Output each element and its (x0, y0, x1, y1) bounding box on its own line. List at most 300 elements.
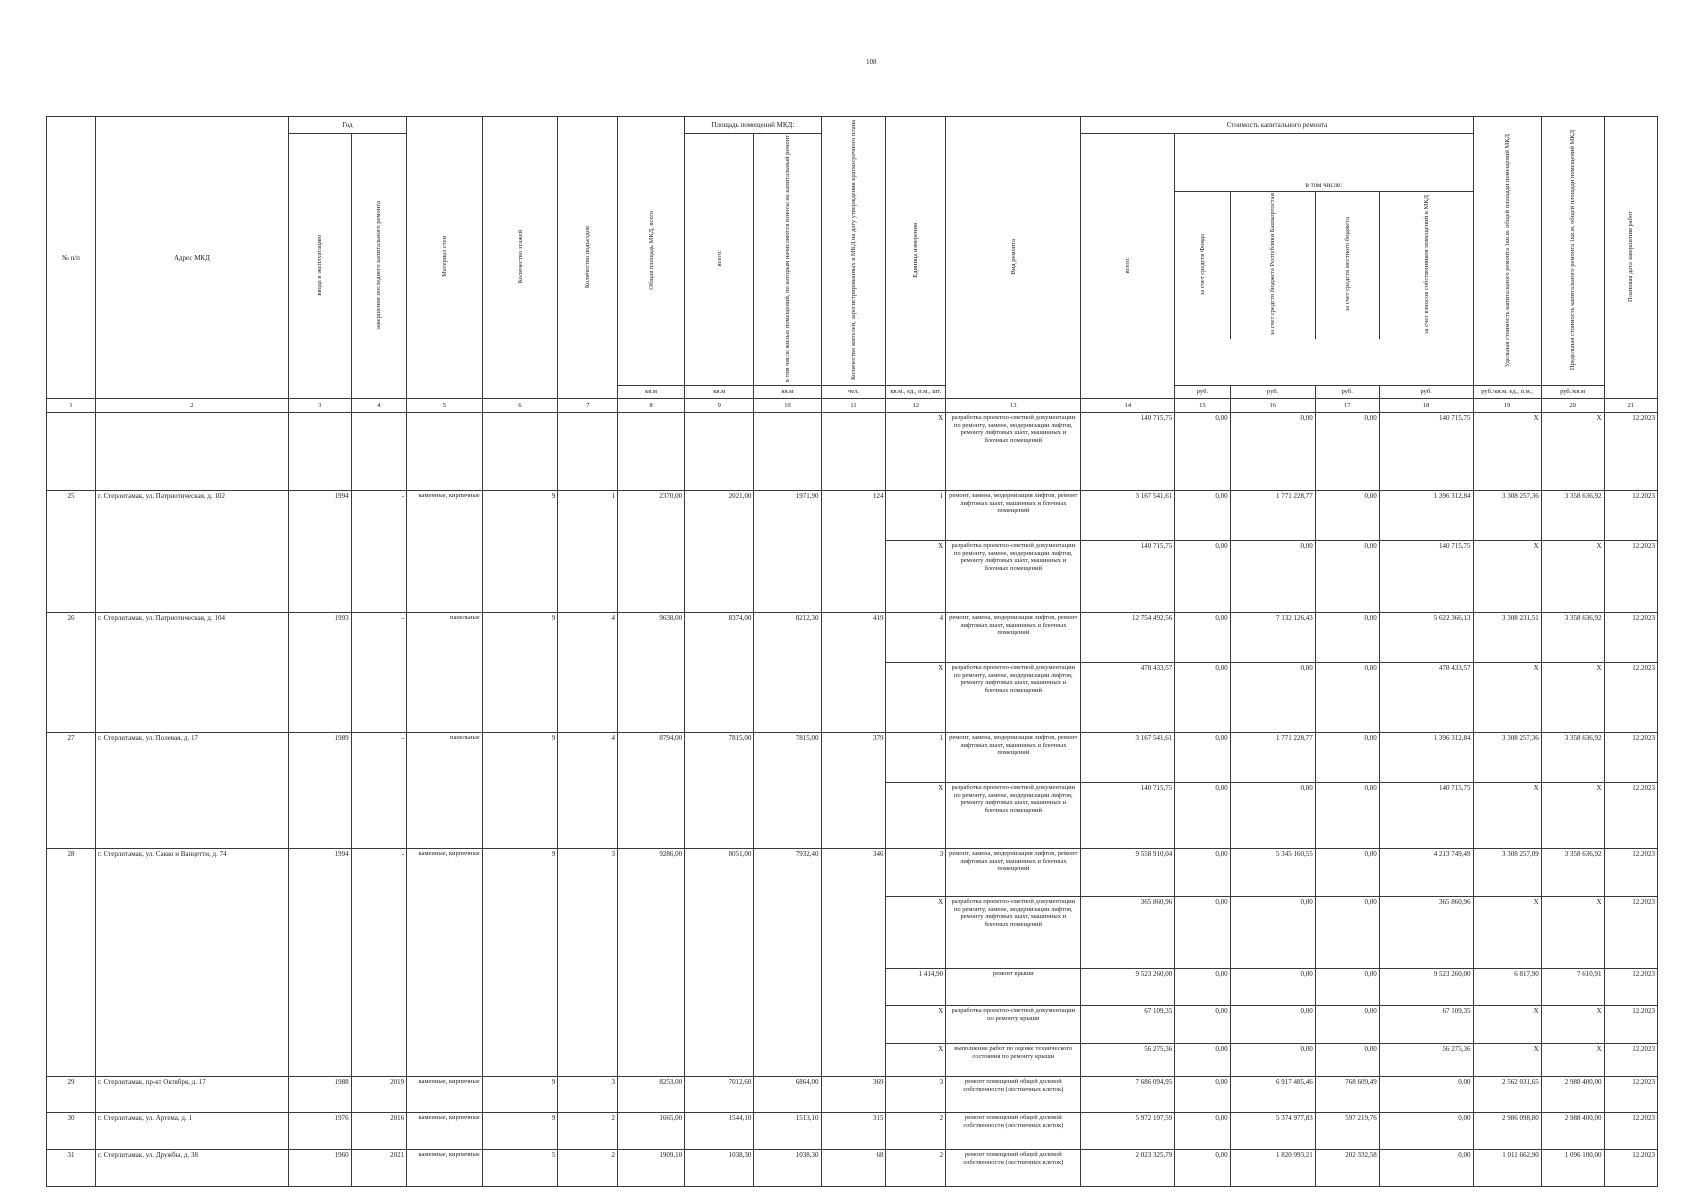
cell-cost-total: 478 433,57 (1081, 663, 1175, 733)
cell-cost-fund: 0,00 (1175, 1077, 1230, 1113)
cell-last-repair: - (351, 849, 406, 1077)
cell-entrances: 4 (558, 613, 618, 733)
cell-residents: 379 (821, 733, 886, 849)
cell-floors: 9 (482, 1113, 558, 1150)
cell-work: ремонт, замена, модернизация лифтов, ремонт лифтовых шахт, машинных и блочных помещений (946, 733, 1081, 783)
cell-last-repair (351, 413, 406, 491)
page-number: 108 (866, 58, 877, 66)
hdr-wall-material-text: Материал стен (440, 236, 448, 278)
hdr-floors-text: Количество этажей (516, 230, 524, 284)
table-row (47, 413, 1658, 491)
hdr-cost-local (1315, 192, 1379, 338)
cell-cost-fund: 0,00 (1175, 663, 1230, 733)
unit-8: кв.м (618, 386, 685, 399)
cell-date: 12.2023 (1604, 1006, 1657, 1044)
hdr-year-commission-text: ввода в эксплуатацию (316, 234, 324, 296)
table-row (47, 1150, 1658, 1187)
cell-address: г. Стерлитамак, ул. Патриотическая, д. 102 (96, 491, 289, 613)
cell-fees (754, 413, 821, 491)
cell-area: 8794,00 (618, 733, 685, 849)
cell-entrances: 2 (558, 1113, 618, 1150)
cell-year: 1988 (288, 1077, 351, 1113)
cell-unit: 1 414,90 (886, 969, 946, 1006)
cell-cost-fund: 0,00 (1175, 897, 1230, 969)
cell-cost-total: 3 167 541,61 (1081, 491, 1175, 541)
hdr-wall-material (407, 117, 483, 399)
cell-address (96, 413, 289, 491)
cell-walls: каменные, кирпичные (407, 849, 483, 1077)
col-num: 20 (1541, 399, 1604, 413)
cell-cost-local: 0,00 (1315, 733, 1379, 783)
cell-work: разработка проектно-сметной документации по ремонту, замене, модернизации лифтов, ремонту лифтовых шахт, машинных и блочных помещений (946, 541, 1081, 613)
cell-walls: панельные (407, 613, 483, 733)
col-num: 9 (685, 399, 754, 413)
cell-unit: 3 (886, 849, 946, 897)
hdr-premises-fees (754, 134, 821, 386)
cell-cost-budget: 5 345 160,55 (1230, 849, 1315, 897)
cell-num (47, 413, 96, 491)
cell-unit: 3 (886, 1077, 946, 1113)
cell-cost-local: 0,00 (1315, 541, 1379, 613)
cell-work: разработка проектно-сметной документации по ремонту, замене, модернизации лифтов, ремонту лифтовых шахт, машинных и блочных помещений (946, 783, 1081, 849)
cell-walls: каменные, кирпичные (407, 1077, 483, 1113)
cell-work: ремонт, замена, модернизация лифтов, ремонт лифтовых шахт, машинных и блочных помещений (946, 849, 1081, 897)
hdr-year-last-repair-text: завершения последнего капитального ремонта (375, 200, 383, 330)
cell-unit-cost: 2 986 098,80 (1473, 1113, 1541, 1150)
cell-floors: 9 (482, 613, 558, 733)
unit-10: кв.м (754, 386, 821, 399)
cell-area: 8253,00 (618, 1077, 685, 1113)
cell-num: 25 (47, 491, 96, 613)
cell-cost-owners: 140 715,75 (1379, 541, 1473, 613)
col-num: 11 (821, 399, 886, 413)
cell-max-cost: 2 988 400,00 (1541, 1077, 1604, 1113)
cell-date: 12.2023 (1604, 849, 1657, 897)
hdr-residents-text: Количество жителей, зарегистрированных в МКД на дату утверждения краткосрочного плана (849, 120, 857, 381)
cell-num: 29 (47, 1077, 96, 1113)
cell-cost-fund: 0,00 (1175, 849, 1230, 897)
cell-year: 1989 (288, 733, 351, 849)
cell-cost-local: 0,00 (1315, 1044, 1379, 1077)
cell-cost-fund: 0,00 (1175, 413, 1230, 491)
col-num: 14 (1081, 399, 1175, 413)
cell-date: 12.2023 (1604, 897, 1657, 969)
cell-cost-owners: 140 715,75 (1379, 783, 1473, 849)
unit-20: руб./кв.м (1541, 386, 1604, 399)
cell-floors: 9 (482, 849, 558, 1077)
cell-last-repair: 2016 (351, 1113, 406, 1150)
cell-address: г. Стерлитамак, ул. Артема, д. 1 (96, 1113, 289, 1150)
cell-cost-owners: 1 396 312,84 (1379, 733, 1473, 783)
cell-unit-cost: X (1473, 897, 1541, 969)
cell-work: ремонт помещений общей долевой собственности (лестничных клеток) (946, 1077, 1081, 1113)
cell-cost-local: 0,00 (1315, 663, 1379, 733)
cell-date: 12.2023 (1604, 613, 1657, 663)
cell-cost-local: 0,00 (1315, 969, 1379, 1006)
cell-num: 26 (47, 613, 96, 733)
cell-entrances: 1 (558, 491, 618, 613)
cell-unit-cost: 6 817,90 (1473, 969, 1541, 1006)
cell-cost-owners: 4 213 749,49 (1379, 849, 1473, 897)
cell-cost-fund: 0,00 (1175, 783, 1230, 849)
cell-cost-fund: 0,00 (1175, 1150, 1230, 1187)
cell-year: 1993 (288, 613, 351, 733)
unit-17: руб. (1315, 386, 1379, 399)
cell-walls: каменные, кирпичные (407, 491, 483, 613)
hdr-including-subtable (1175, 192, 1472, 338)
table-row (47, 613, 1658, 663)
cell-date: 12.2023 (1604, 1077, 1657, 1113)
unit-15: руб. (1175, 386, 1230, 399)
cell-date: 12.2023 (1604, 491, 1657, 541)
cell-premises: 8374,00 (685, 613, 754, 733)
cell-cost-local: 0,00 (1315, 1006, 1379, 1044)
cell-max-cost: 3 358 636,92 (1541, 613, 1604, 663)
table-row (47, 1077, 1658, 1113)
col-num: 3 (288, 399, 351, 413)
cell-cost-fund: 0,00 (1175, 1044, 1230, 1077)
cell-cost-total: 67 109,35 (1081, 1006, 1175, 1044)
cell-cost-owners: 365 860,96 (1379, 897, 1473, 969)
cell-cost-total: 5 972 197,59 (1081, 1113, 1175, 1150)
cell-premises: 7815,00 (685, 733, 754, 849)
cell-cost-owners: 56 275,36 (1379, 1044, 1473, 1077)
cell-residents: 419 (821, 613, 886, 733)
col-num: 2 (96, 399, 289, 413)
cell-premises: 2021,00 (685, 491, 754, 613)
cell-unit: X (886, 783, 946, 849)
cell-cost-local: 202 332,58 (1315, 1150, 1379, 1187)
cell-unit: X (886, 1006, 946, 1044)
cell-fees: 7932,40 (754, 849, 821, 1077)
cell-floors: 5 (482, 1150, 558, 1187)
cell-max-cost: X (1541, 541, 1604, 613)
cell-residents: 124 (821, 491, 886, 613)
hdr-cost-total (1081, 134, 1175, 399)
hdr-cost-fund (1175, 192, 1230, 338)
cell-year: 1994 (288, 491, 351, 613)
cell-max-cost: X (1541, 897, 1604, 969)
col-num: 12 (886, 399, 946, 413)
cell-unit: X (886, 1044, 946, 1077)
cell-cost-local: 0,00 (1315, 897, 1379, 969)
cell-fees: 7815,00 (754, 733, 821, 849)
cell-area: 1909,10 (618, 1150, 685, 1187)
cell-num: 28 (47, 849, 96, 1077)
cell-cost-owners: 140 715,75 (1379, 413, 1473, 491)
cell-cost-fund: 0,00 (1175, 541, 1230, 613)
cell-cost-local: 597 219,76 (1315, 1113, 1379, 1150)
hdr-total-area-text: Общая площадь МКД, всего (647, 210, 655, 290)
cell-cost-budget: 0,00 (1230, 969, 1315, 1006)
unit-12: кв.м., ед., п.м., шт. (886, 386, 946, 399)
cell-cost-budget: 0,00 (1230, 1044, 1315, 1077)
cell-cost-fund: 0,00 (1175, 1006, 1230, 1044)
cell-date: 12.2023 (1604, 541, 1657, 613)
cell-cost-local: 0,00 (1315, 783, 1379, 849)
cell-residents: 315 (821, 1113, 886, 1150)
cell-cost-local: 0,00 (1315, 613, 1379, 663)
cell-residents: 369 (821, 1077, 886, 1113)
cell-last-repair: - (351, 733, 406, 849)
hdr-year-last-repair (351, 134, 406, 399)
hdr-units-measure-text: Единица измерения (912, 222, 920, 278)
cell-cost-budget: 0,00 (1230, 541, 1315, 613)
capital-repair-table (46, 116, 1658, 1187)
cell-unit-cost: 3 308 257,09 (1473, 849, 1541, 897)
hdr-including (1175, 134, 1473, 386)
cell-date: 12.2023 (1604, 1113, 1657, 1150)
cell-fees: 6864,00 (754, 1077, 821, 1113)
cell-cost-total: 3 167 541,61 (1081, 733, 1175, 783)
cell-entrances: 2 (558, 1150, 618, 1187)
cell-residents: 68 (821, 1150, 886, 1187)
unit-9: кв.м (685, 386, 754, 399)
cell-year: 1994 (288, 849, 351, 1077)
col-num: 19 (1473, 399, 1541, 413)
cell-unit: X (886, 897, 946, 969)
cell-unit-cost: X (1473, 1044, 1541, 1077)
capital-repair-table-wrapper (46, 116, 1658, 1187)
hdr-entrances-text: Количество подъездов (584, 225, 592, 288)
cell-floors: 9 (482, 1077, 558, 1113)
cell-date: 12.2023 (1604, 733, 1657, 783)
cell-premises: 8051,00 (685, 849, 754, 1077)
cell-work: ремонт помещений общей долевой собственности (лестничных клеток) (946, 1150, 1081, 1187)
hdr-planned-date-text: Плановая дата завершения работ (1627, 211, 1635, 303)
cell-unit: 4 (886, 613, 946, 663)
cell-unit-cost: 3 308 231,51 (1473, 613, 1541, 663)
cell-unit: 1 (886, 733, 946, 783)
table-row (47, 733, 1658, 783)
cell-walls: каменные, кирпичные (407, 1150, 483, 1187)
cell-cost-owners: 9 523 260,00 (1379, 969, 1473, 1006)
cell-last-repair: - (351, 613, 406, 733)
cell-unit-cost: X (1473, 413, 1541, 491)
cell-max-cost: X (1541, 1044, 1604, 1077)
cell-entrances: 4 (558, 733, 618, 849)
cell-cost-total: 9 558 910,04 (1081, 849, 1175, 897)
cell-floors: 9 (482, 491, 558, 613)
cell-cost-owners: 478 433,57 (1379, 663, 1473, 733)
hdr-premises-fees-text: в том числе жилых помещений, по которым начисляются взносы на капитальный ремонт (783, 135, 791, 383)
cell-cost-budget: 0,00 (1230, 413, 1315, 491)
cell-max-cost: 3 358 636,92 (1541, 849, 1604, 897)
cell-cost-local: 0,00 (1315, 491, 1379, 541)
col-num: 18 (1379, 399, 1473, 413)
cell-cost-total: 140 715,75 (1081, 783, 1175, 849)
hdr-year-commission (288, 134, 351, 399)
cell-year: 1960 (288, 1150, 351, 1187)
cell-premises: 7012,60 (685, 1077, 754, 1113)
cell-premises (685, 413, 754, 491)
cell-year: 1976 (288, 1113, 351, 1150)
cell-work: выполнение работ по оценке технического состояния по ремонту крыши (946, 1044, 1081, 1077)
cell-work: разработка проектно-сметной документации по ремонту, замене, модернизации лифтов, ремонту лифтовых шахт, машинных и блочных помещений (946, 897, 1081, 969)
cell-cost-budget: 0,00 (1230, 783, 1315, 849)
cell-last-repair: - (351, 491, 406, 613)
cell-area: 1665,00 (618, 1113, 685, 1150)
col-num: 1 (47, 399, 96, 413)
col-num: 6 (482, 399, 558, 413)
cell-cost-budget: 1 820 993,21 (1230, 1150, 1315, 1187)
cell-cost-fund: 0,00 (1175, 491, 1230, 541)
cell-residents: 346 (821, 849, 886, 1077)
hdr-premises-total-text: всего: (715, 250, 723, 267)
cell-cost-total: 56 275,36 (1081, 1044, 1175, 1077)
cell-max-cost: 7 610,91 (1541, 969, 1604, 1006)
cell-unit-cost: X (1473, 663, 1541, 733)
unit-19: руб./кв.м. ед., п.м., (1473, 386, 1541, 399)
cell-max-cost: 2 988 400,00 (1541, 1113, 1604, 1150)
cell-date: 12.2023 (1604, 663, 1657, 733)
cell-cost-total: 140 715,75 (1081, 413, 1175, 491)
cell-work: разработка проектно-сметной документации по ремонту, замене, модернизации лифтов, ремонту лифтовых шахт, машинных и блочных помещений (946, 413, 1081, 491)
cell-fees: 1971,90 (754, 491, 821, 613)
cell-max-cost: 3 358 636,92 (1541, 491, 1604, 541)
cell-address: г. Стерлитамак, ул. Дружбы, д. 38 (96, 1150, 289, 1187)
hdr-cost-budget (1230, 192, 1315, 338)
col-num: 10 (754, 399, 821, 413)
col-num: 15 (1175, 399, 1230, 413)
cell-walls: каменные, кирпичные (407, 1113, 483, 1150)
table-row (47, 491, 1658, 541)
cell-address: г. Стерлитамак, ул. Патриотическая, д. 104 (96, 613, 289, 733)
cell-cost-total: 2 023 325,79 (1081, 1150, 1175, 1187)
cell-unit: X (886, 541, 946, 613)
cell-cost-budget: 0,00 (1230, 1006, 1315, 1044)
cell-cost-local: 768 609,49 (1315, 1077, 1379, 1113)
cell-work: ремонт, замена, модернизация лифтов, ремонт лифтовых шахт, машинных и блочных помещений (946, 491, 1081, 541)
hdr-cost-group: Стоимость капитального ремонта (1081, 117, 1473, 134)
hdr-repair-type (946, 117, 1081, 399)
cell-cost-total: 365 860,96 (1081, 897, 1175, 969)
cell-cost-budget: 5 374 977,83 (1230, 1113, 1315, 1150)
cell-entrances: 3 (558, 849, 618, 1077)
cell-cost-owners: 5 622 366,13 (1379, 613, 1473, 663)
hdr-year-group: Год (288, 117, 406, 134)
cell-cost-owners: 0,00 (1379, 1113, 1473, 1150)
cell-max-cost: X (1541, 1006, 1604, 1044)
hdr-address: Адрес МКД (96, 117, 289, 399)
hdr-num: № п/п (47, 117, 96, 399)
cell-unit: 2 (886, 1113, 946, 1150)
cell-cost-budget: 6 917 485,46 (1230, 1077, 1315, 1113)
cell-unit-cost: X (1473, 1006, 1541, 1044)
unit-18: руб. (1379, 386, 1473, 399)
hdr-planned-date (1604, 117, 1657, 399)
cell-area: 2370,00 (618, 491, 685, 613)
hdr-floors (482, 117, 558, 399)
cell-cost-budget: 0,00 (1230, 897, 1315, 969)
cell-date: 12.2023 (1604, 969, 1657, 1006)
cell-area (618, 413, 685, 491)
cell-work: разработка проектно-сметной документации по ремонту, замене, модернизации лифтов, ремонту лифтовых шахт, машинных и блочных помещений (946, 663, 1081, 733)
hdr-total-area (618, 117, 685, 386)
cell-unit-cost: 1 011 662,90 (1473, 1150, 1541, 1187)
cell-address: г. Стерлитамак, пр-кт Октября, д. 17 (96, 1077, 289, 1113)
table-row (47, 1113, 1658, 1150)
hdr-entrances (558, 117, 618, 399)
cell-cost-budget: 0,00 (1230, 663, 1315, 733)
hdr-including-label: в том числе: (1175, 180, 1472, 192)
cell-date: 12.2023 (1604, 1150, 1657, 1187)
cell-work: разработка проектно-сметной документации по ремонту крыши (946, 1006, 1081, 1044)
hdr-cost-local-text: за счет средств местного бюджета (1343, 217, 1351, 312)
hdr-units-measure (886, 117, 946, 386)
hdr-cost-total-text: всего: (1124, 256, 1132, 274)
hdr-residents (821, 117, 886, 386)
cell-residents (821, 413, 886, 491)
table-row (47, 849, 1658, 897)
cell-max-cost: X (1541, 663, 1604, 733)
col-num: 13 (946, 399, 1081, 413)
cell-unit-cost: 3 308 257,36 (1473, 733, 1541, 783)
hdr-max-cost (1541, 117, 1604, 386)
cell-max-cost: 1 096 100,00 (1541, 1150, 1604, 1187)
col-num: 4 (351, 399, 406, 413)
cell-fees: 1038,30 (754, 1150, 821, 1187)
cell-unit: 2 (886, 1150, 946, 1187)
col-num: 5 (407, 399, 483, 413)
cell-cost-budget: 1 771 228,77 (1230, 733, 1315, 783)
cell-num: 27 (47, 733, 96, 849)
cell-premises: 1544,10 (685, 1113, 754, 1150)
hdr-cost-budget-text: за счет средств бюджета Республики Башкортостан (1269, 193, 1277, 336)
cell-max-cost: 3 358 636,92 (1541, 733, 1604, 783)
cell-unit: X (886, 413, 946, 491)
cell-cost-fund: 0,00 (1175, 613, 1230, 663)
col-num: 16 (1230, 399, 1315, 413)
cell-date: 12.2023 (1604, 413, 1657, 491)
cell-num: 30 (47, 1113, 96, 1150)
cell-area: 9286,00 (618, 849, 685, 1077)
cell-cost-owners: 1 396 312,84 (1379, 491, 1473, 541)
hdr-max-cost-text: Предельная стоимость капитального ремонта 1кв.м. общей площади помещений МКД (1569, 130, 1577, 371)
cell-cost-owners: 0,00 (1379, 1077, 1473, 1113)
col-num: 8 (618, 399, 685, 413)
hdr-unit-cost (1473, 117, 1541, 386)
cell-floors (482, 413, 558, 491)
hdr-premises-group: Площадь помещений МКД: (685, 117, 821, 134)
cell-unit: X (886, 663, 946, 733)
cell-last-repair: 2019 (351, 1077, 406, 1113)
cell-fees: 8212,30 (754, 613, 821, 733)
hdr-premises-total (685, 134, 754, 386)
cell-walls (407, 413, 483, 491)
cell-max-cost: X (1541, 413, 1604, 491)
cell-num: 31 (47, 1150, 96, 1187)
cell-premises: 1038,30 (685, 1150, 754, 1187)
col-num: 17 (1315, 399, 1379, 413)
cell-unit-cost: 3 308 257,36 (1473, 491, 1541, 541)
hdr-cost-owners (1379, 192, 1472, 338)
cell-cost-budget: 1 771 228,77 (1230, 491, 1315, 541)
cell-address: г. Стерлитамак, ул. Полевая, д. 17 (96, 733, 289, 849)
cell-cost-budget: 7 132 126,43 (1230, 613, 1315, 663)
cell-year (288, 413, 351, 491)
cell-cost-owners: 0,00 (1379, 1150, 1473, 1187)
hdr-repair-type-text: Вид ремонта (1009, 238, 1017, 275)
hdr-cost-owners-text: за счет взносов собственников помещений в МКД (1422, 195, 1430, 335)
cell-date: 12.2023 (1604, 1044, 1657, 1077)
cell-work: ремонт крыши (946, 969, 1081, 1006)
cell-fees: 1513,10 (754, 1113, 821, 1150)
cell-cost-fund: 0,00 (1175, 969, 1230, 1006)
cell-unit-cost: 2 562 031,65 (1473, 1077, 1541, 1113)
cell-address: г. Стерлитамак, ул. Сакко и Ванцетти, д. 74 (96, 849, 289, 1077)
unit-11: чел. (821, 386, 886, 399)
